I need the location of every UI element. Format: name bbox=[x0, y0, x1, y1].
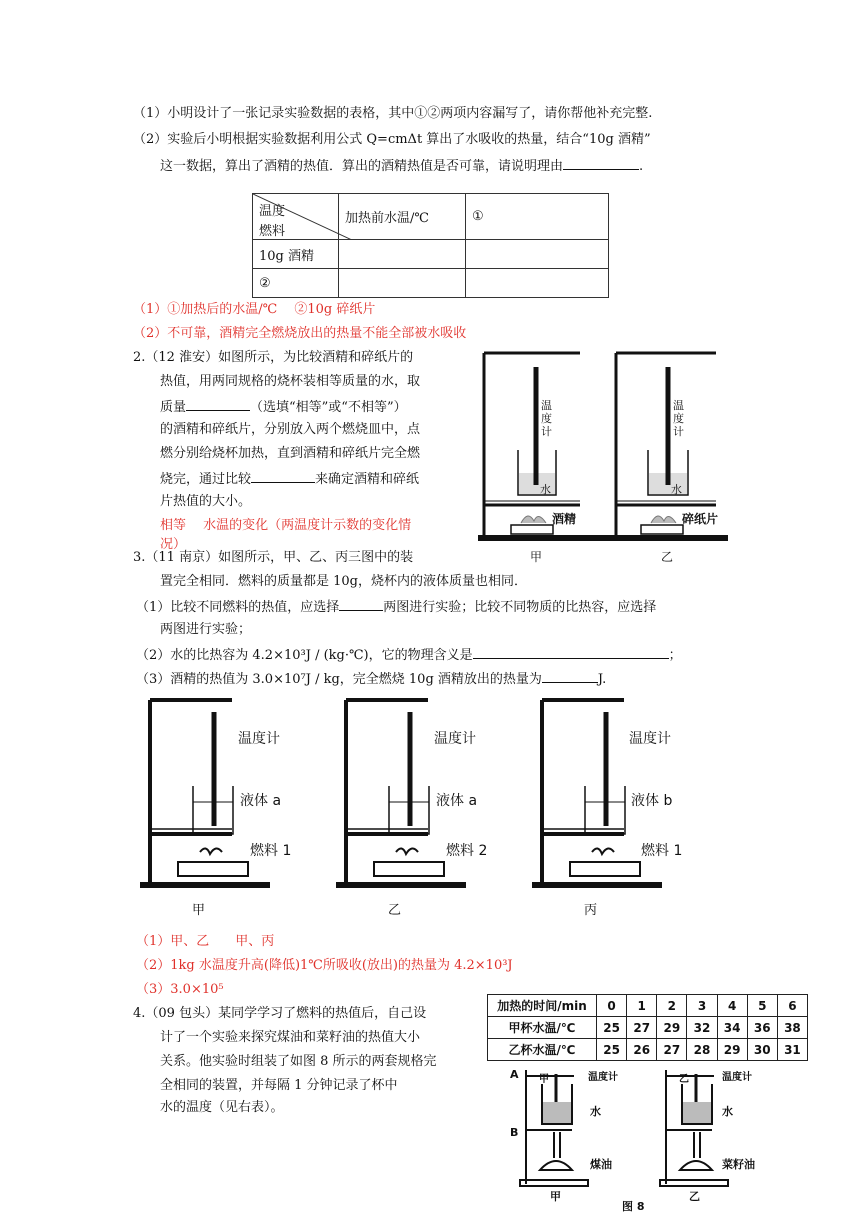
q3-caption-bing: 丙 bbox=[584, 903, 598, 918]
q2-thermo-label-right: 温度计 bbox=[673, 399, 684, 438]
diag-top-label: 温度 bbox=[259, 204, 286, 219]
row-alcohol: 10g 酒精 bbox=[253, 240, 339, 269]
temp-cell: 26 bbox=[627, 1039, 657, 1061]
q3-line4: 两图进行实验； bbox=[160, 622, 252, 637]
temp-cell: 29 bbox=[657, 1017, 687, 1039]
q1-answer-1: （1）①加热后的水温/℃ ②10g 碎纸片 bbox=[133, 302, 376, 317]
q3-liquid-label-3: 液体 b bbox=[631, 793, 673, 809]
time-cell: 1 bbox=[627, 995, 657, 1017]
temp-cell: 38 bbox=[777, 1017, 807, 1039]
answer-blank[interactable] bbox=[251, 469, 315, 483]
q3-caption-yi: 乙 bbox=[388, 903, 402, 918]
q3-liquid-label-1: 液体 a bbox=[240, 793, 282, 809]
table-diagonal-header bbox=[253, 194, 339, 240]
q1-part2-line1: （2）实验后小明根据实验数据利用公式 Q=cmΔt 算出了水吸收的热量，结合“10g 酒精” bbox=[133, 132, 651, 147]
q2-fuel-alcohol: 酒精 bbox=[552, 512, 577, 526]
q4-line1: 4.（09 包头）某同学学习了燃料的热值后，自己设 bbox=[133, 1006, 427, 1021]
answer-blank[interactable] bbox=[542, 669, 598, 683]
q4-caption-jia: 甲 bbox=[550, 1190, 561, 1203]
q3-line6-end: J. bbox=[597, 672, 607, 687]
q2-answer-1: 相等 水温的变化（两温度计示数的变化情 bbox=[160, 518, 412, 533]
record-table bbox=[252, 193, 609, 298]
table-cell[interactable] bbox=[466, 269, 609, 298]
q3-caption-jia: 甲 bbox=[192, 903, 206, 918]
q2-line6 bbox=[160, 469, 419, 489]
q2-line1: 2.（12 淮安）如图所示，为比较酒精和碎纸片的 bbox=[133, 350, 414, 365]
q2-answer-2: 况） bbox=[160, 537, 187, 552]
q3-liquid-label-2: 液体 a bbox=[436, 793, 478, 809]
time-cell: 3 bbox=[687, 995, 717, 1017]
q2-fuel-paper: 碎纸片 bbox=[682, 512, 719, 526]
q4-thermo-label-left: 温度计 bbox=[588, 1072, 618, 1083]
q3-line5-text: （2）水的比热容为 4.2×10³J / (kg·℃)，它的物理含义是 bbox=[136, 648, 473, 663]
table-row bbox=[488, 995, 808, 1017]
temp-cell: 34 bbox=[717, 1017, 747, 1039]
q2-line6-rest: 来确定酒精和碎纸 bbox=[315, 472, 420, 487]
q3-answer-3: （3）3.0×10⁵ bbox=[136, 982, 224, 997]
q4-water-label-right: 水 bbox=[722, 1105, 733, 1118]
q3-thermo-label-3: 温度计 bbox=[629, 731, 671, 747]
table-cell[interactable] bbox=[339, 240, 466, 269]
heating-data-table bbox=[487, 994, 808, 1061]
q3-answer-2: （2）1kg 水温度升高(降低)1℃所吸收(放出)的热量为 4.2×10³J bbox=[136, 958, 513, 973]
q4-line4: 全相同的装置，并每隔 1 分钟记录了杯中 bbox=[160, 1078, 398, 1093]
temp-cell: 28 bbox=[687, 1039, 717, 1061]
answer-blank[interactable] bbox=[473, 645, 669, 659]
answer-blank[interactable] bbox=[339, 597, 383, 611]
diag-bottom-label: 燃料 bbox=[259, 224, 286, 239]
q2-line7: 片热值的大小。 bbox=[160, 494, 252, 509]
temp-cell: 27 bbox=[657, 1039, 687, 1061]
q1-part1: （1）小明设计了一张记录实验数据的表格，其中①②两项内容漏写了，请你帮他补充完整. bbox=[133, 106, 653, 121]
q2-water-label-right: 水 bbox=[671, 483, 682, 496]
q4-fuel-rapeseed-oil: 菜籽油 bbox=[722, 1158, 755, 1171]
q2-line2: 热值，用两同规格的烧杯装相等质量的水，取 bbox=[160, 374, 421, 389]
q4-thermo-label-right: 温度计 bbox=[722, 1072, 752, 1083]
q3-line3 bbox=[136, 597, 656, 617]
q2-line3 bbox=[160, 397, 407, 417]
answer-blank[interactable] bbox=[186, 397, 250, 411]
q4-label-b: B bbox=[510, 1126, 519, 1139]
q3-thermo-label-1: 温度计 bbox=[238, 731, 280, 747]
q4-caption-yi: 乙 bbox=[689, 1190, 700, 1203]
q4-line2: 计了一个实验来探究煤油和菜籽油的热值大小 bbox=[160, 1030, 421, 1045]
q1-part2-text: 这一数据，算出了酒精的热值．算出的酒精热值是否可靠，请说明理由 bbox=[160, 159, 564, 174]
row-label-jia: 甲杯水温/℃ bbox=[488, 1017, 597, 1039]
row-missing: ② bbox=[253, 269, 339, 298]
q4-line3: 关系。他实验时组装了如图 8 所示的两套规格完 bbox=[160, 1054, 437, 1069]
col-header-missing: ① bbox=[466, 194, 609, 240]
table-row bbox=[488, 1039, 808, 1061]
table-row bbox=[488, 1017, 808, 1039]
table-cell[interactable] bbox=[339, 269, 466, 298]
time-cell: 0 bbox=[597, 995, 627, 1017]
temp-cell: 29 bbox=[717, 1039, 747, 1061]
q3-line3-text: （1）比较不同燃料的热值，应选择 bbox=[136, 600, 340, 615]
q3-apparatus-figure bbox=[138, 694, 698, 894]
q3-answer-1: （1）甲、乙 甲、丙 bbox=[136, 934, 275, 949]
time-cell: 2 bbox=[657, 995, 687, 1017]
temp-cell: 30 bbox=[747, 1039, 777, 1061]
col-header-before: 加热前水温/℃ bbox=[339, 194, 466, 240]
q3-line2: 置完全相同．燃料的质量都是 10g，烧杯内的液体质量也相同． bbox=[160, 574, 527, 589]
q2-water-label-left: 水 bbox=[540, 483, 551, 496]
q3-line5-end: ； bbox=[668, 648, 682, 663]
temp-cell: 25 bbox=[597, 1039, 627, 1061]
q1-part2-line2 bbox=[160, 156, 643, 176]
q3-fuel-label-1: 燃料 1 bbox=[250, 843, 292, 859]
q3-line1: 3.（11 南京）如图所示，甲、乙、丙三图中的装 bbox=[133, 550, 414, 565]
q3-thermo-label-2: 温度计 bbox=[434, 731, 476, 747]
q3-fuel-label-3: 燃料 1 bbox=[641, 843, 683, 859]
time-cell: 6 bbox=[777, 995, 807, 1017]
table-cell[interactable] bbox=[466, 240, 609, 269]
temp-cell: 36 bbox=[747, 1017, 777, 1039]
q3-line5 bbox=[136, 645, 682, 665]
temp-cell: 31 bbox=[777, 1039, 807, 1061]
q4-line5: 水的温度（见右表）。 bbox=[160, 1100, 284, 1115]
q2-apparatus-figure bbox=[476, 345, 734, 567]
temp-cell: 25 bbox=[597, 1017, 627, 1039]
q2-line4: 的酒精和碎纸片，分别放入两个燃烧皿中，点 bbox=[160, 422, 421, 437]
q1-part2-end: . bbox=[639, 159, 644, 174]
q4-tag-jia: 甲 bbox=[539, 1074, 549, 1085]
q4-water-label-left: 水 bbox=[590, 1105, 601, 1118]
q2-caption-yi: 乙 bbox=[661, 550, 674, 564]
temp-cell: 32 bbox=[687, 1017, 717, 1039]
q3-line3-rest: 两图进行实验；比较不同物质的比热容，应选择 bbox=[383, 600, 657, 615]
q2-caption-jia: 甲 bbox=[530, 550, 543, 564]
q2-line3-text: 质量 bbox=[160, 400, 187, 415]
q4-fuel-kerosene: 煤油 bbox=[590, 1158, 612, 1171]
row-label-yi: 乙杯水温/℃ bbox=[488, 1039, 597, 1061]
time-cell: 4 bbox=[717, 995, 747, 1017]
header-time: 加热的时间/min bbox=[488, 995, 597, 1017]
figure-caption: 图 8 bbox=[622, 1200, 645, 1213]
q3-line6 bbox=[136, 669, 606, 689]
q1-answer-2: （2）不可靠，酒精完全燃烧放出的热量不能全部被水吸收 bbox=[133, 326, 467, 341]
q2-thermo-label-left: 温度计 bbox=[541, 399, 552, 438]
q3-line6-text: （3）酒精的热值为 3.0×10⁷J / kg，完全燃烧 10g 酒精放出的热量为 bbox=[136, 672, 542, 687]
temp-cell: 27 bbox=[627, 1017, 657, 1039]
answer-blank[interactable] bbox=[563, 156, 639, 170]
q3-fuel-label-2: 燃料 2 bbox=[446, 843, 488, 859]
q4-label-a: A bbox=[510, 1068, 519, 1081]
q2-line6-text: 烧完，通过比较 bbox=[160, 472, 252, 487]
q2-line5: 燃分别给烧杯加热，直到酒精和碎纸片完全燃 bbox=[160, 446, 421, 461]
q2-line3-choice: （选填“相等”或“不相等”） bbox=[250, 400, 407, 415]
q4-tag-yi: 乙 bbox=[679, 1074, 689, 1085]
time-cell: 5 bbox=[747, 995, 777, 1017]
